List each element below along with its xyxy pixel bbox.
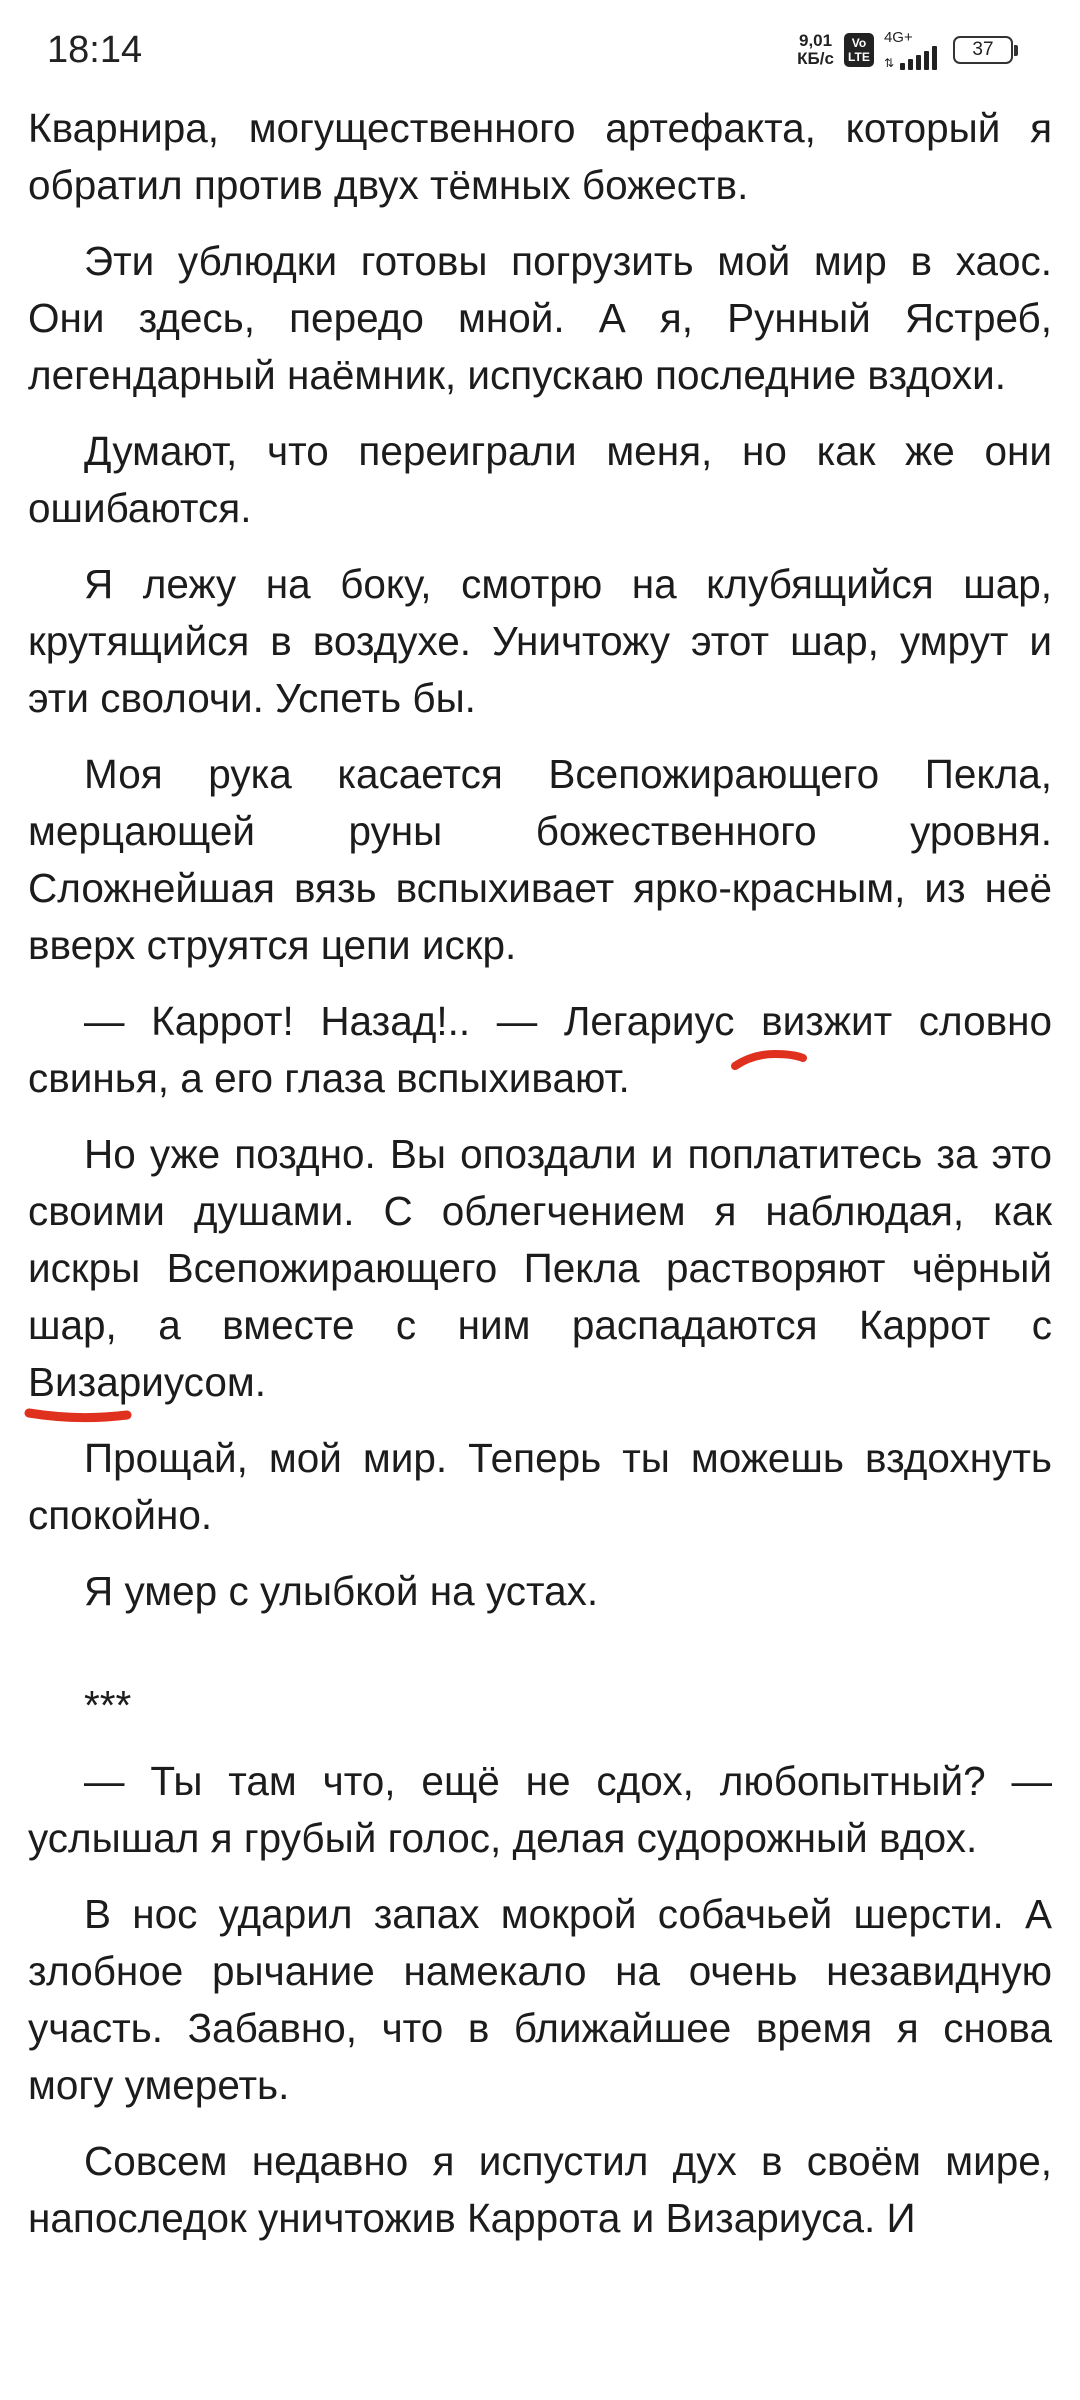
paragraph: [28, 993, 1052, 1107]
volte-top-label: Vo: [851, 36, 867, 50]
paragraph: Я умер с улыбкой на устах.: [84, 1568, 599, 1614]
paragraph: Думают, что переиграли меня, но как же они ошибаются.: [28, 428, 1052, 531]
network-speed-value: 9,01: [799, 31, 833, 50]
battery-body: [953, 36, 1013, 64]
annotated-text: Виза: [28, 1359, 119, 1405]
section-separator: ***: [84, 1682, 132, 1728]
paragraph-text: Но уже поздно. Вы опоздали и поплатитесь за это своими душами. С облегчением я наблюдая, как искры Всепожирающего Пекла растворяют чёрный шар, а вместе с ним распадаются Каррот с: [28, 1131, 1052, 1348]
reader-content[interactable]: [28, 100, 1052, 2266]
paragraph-text: — Каррот! Назад!.. — Легариус: [84, 998, 735, 1044]
annotated-text: виз: [734, 998, 824, 1044]
battery-level: 37: [972, 39, 994, 60]
network-type-label: 4G+: [883, 29, 913, 46]
pen-underline-mark: [24, 1403, 132, 1427]
paragraph: Прощай, мой мир. Теперь ты можешь вздохнуть спокойно.: [28, 1435, 1052, 1538]
paragraph: Кварнира, могущественного артефакта, который я обратил против двух тёмных божеств.: [28, 105, 1052, 208]
paragraph: Совсем недавно я испустил дух в своём мире, напоследок уничтожив Каррота и Визариуса. И: [28, 2138, 1052, 2241]
paragraph: Моя рука касается Всепожирающего Пекла, мерцающей руны божественного уровня. Сложнейшая вязь вспыхивает ярко-красным, из неё вверх струятся цепи искр.: [28, 751, 1052, 968]
signal-bars-icon: [900, 46, 937, 70]
paragraph: — Ты там что, ещё не сдох, любопытный? — услышал я грубый голос, делая судорожный вдох.: [28, 1758, 1052, 1861]
status-icons: [797, 28, 1018, 72]
data-transfer-icon: ⇅: [883, 56, 894, 70]
network-speed-unit: КБ/с: [797, 49, 834, 68]
pen-underline-mark: [731, 1042, 807, 1072]
battery-icon: [953, 36, 1018, 64]
paragraph: В нос ударил запах мокрой собачьей шерсти. А злобное рычание намекало на очень незавидную участь. Забавно, что в ближайшее время я снова могу умереть.: [28, 1891, 1052, 2108]
volte-icon: [844, 33, 874, 67]
annotated-word[interactable]: [28, 1359, 119, 1405]
volte-bottom-label: LTE: [848, 50, 870, 64]
paragraph: Эти ублюдки готовы погрузить мой мир в хаос. Они здесь, передо мной. А я, Рунный Ястреб, легендарный наёмник, испускаю последние вздохи.: [28, 238, 1052, 398]
network-speed: [797, 32, 834, 68]
annotated-word[interactable]: [735, 998, 824, 1044]
paragraph-text: жит словно свинья, а его глаза вспыхивают.: [28, 998, 1052, 1101]
paragraph: Я лежу на боку, смотрю на клубящийся шар, крутящийся в воздухе. Уничтожу этот шар, умрут и эти сволочи. Успеть бы.: [28, 561, 1052, 721]
paragraph: [28, 1126, 1052, 1411]
status-time: 18:14: [47, 29, 143, 71]
paragraph-text: риусом.: [118, 1359, 267, 1405]
status-bar: [0, 0, 1080, 100]
signal-icon: [884, 28, 937, 72]
